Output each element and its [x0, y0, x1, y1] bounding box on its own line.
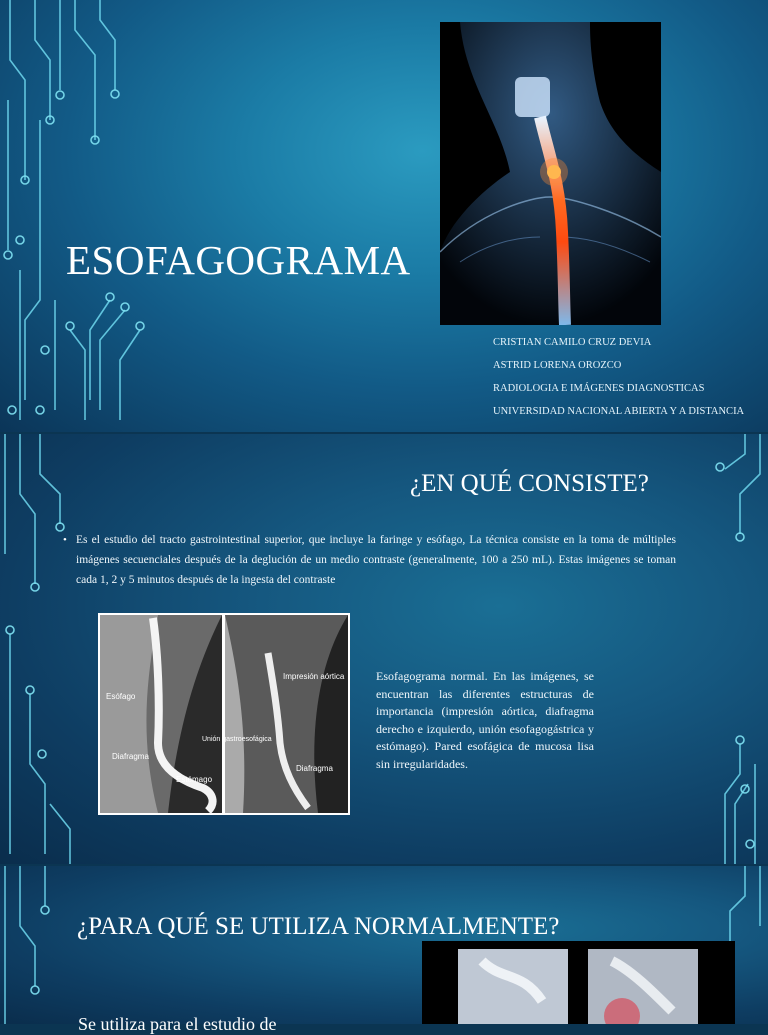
authors-list — [493, 336, 744, 428]
circuit-decoration-icon — [0, 0, 160, 432]
program-name: RADIOLOGIA E IMÁGENES DIAGNOSTICAS — [493, 383, 705, 394]
definition-paragraph: Es el estudio del tracto gastrointestinal superior, que incluye la faringe y esófago, La técnica consiste en la toma de múltiples imágenes secuenciales después de la deglución de un medio contraste (generalmente, 100 a 250 mL). Estas imágenes se toman cada 1, 2 y 5 minutos después de la ingesta del contraste — [76, 534, 676, 586]
author-1: CRISTIAN CAMILO CRUZ DEVIA — [493, 337, 652, 348]
university-name: UNIVERSIDAD NACIONAL ABIERTA Y A DISTANCIA — [493, 406, 745, 417]
esophagus-illustration-image — [440, 22, 661, 325]
presentation-title: ESOFAGOGRAMA — [66, 237, 411, 283]
uses-xray-image — [422, 941, 735, 1024]
section-title-what-is: ¿EN QUÉ CONSISTE? — [410, 470, 649, 497]
author-2: ASTRID LORENA OROZCO — [493, 360, 622, 371]
label-diafragma-right: Diafragma — [296, 764, 333, 773]
label-estomago: Estómago — [176, 775, 213, 784]
section-title-uses: ¿PARA QUÉ SE UTILIZA NORMALMENTE? — [77, 913, 560, 940]
bullet-marker: • — [63, 534, 67, 546]
label-impresion: Impresión aórtica — [283, 672, 345, 681]
xray-caption: Esofagograma normal. En las imágenes, se encuentran las diferentes estructuras de importancia (impresión aórtica, diafragma derecho e izquierdo, unión esofagogástrica y estómago). Pared esofágica de mucosa lisa sin irregularidades. — [376, 669, 594, 771]
label-esofago: Esófago — [106, 692, 136, 701]
esophagogram-xray-image — [98, 613, 350, 815]
slide-title — [0, 0, 768, 432]
label-union: Unión gastroesofágica — [202, 736, 272, 743]
label-diafragma-left: Diafragma — [112, 752, 149, 761]
uses-paragraph: Se utiliza para el estudio de — [78, 1014, 277, 1034]
